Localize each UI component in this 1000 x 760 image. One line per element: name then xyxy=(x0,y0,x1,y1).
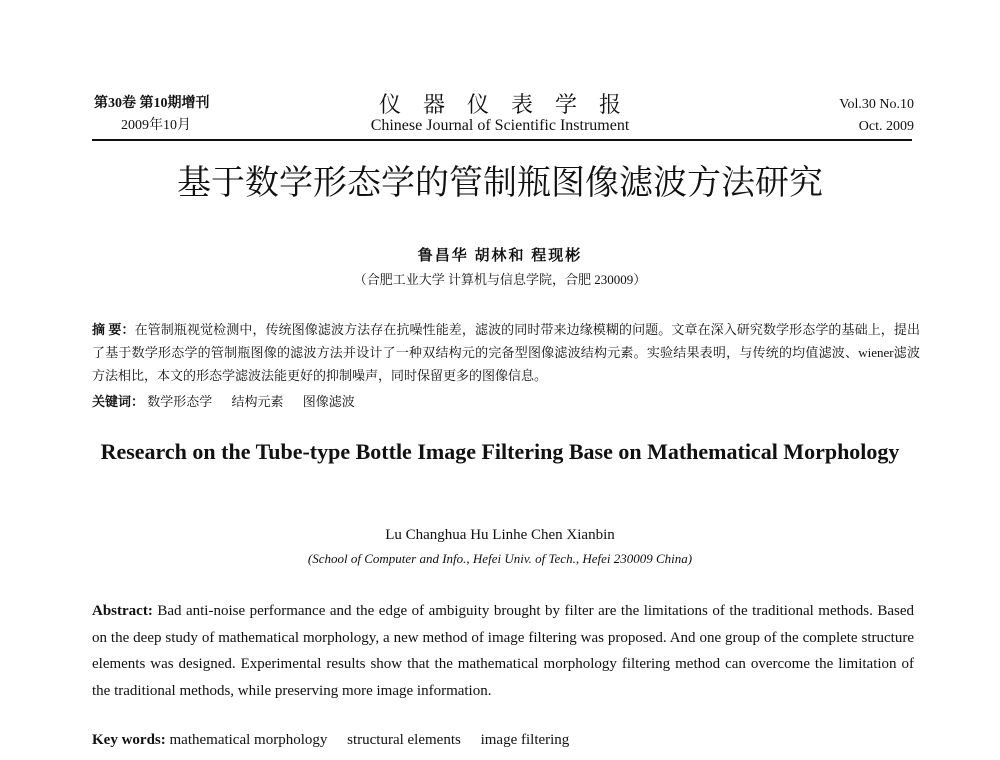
journal-name-cn: 仪器仪表学报 xyxy=(378,92,643,117)
english-abstract-label: Abstract: xyxy=(92,603,153,619)
chinese-keyword: 图像滤波 xyxy=(302,394,355,409)
english-authors: Lu Changhua Hu Linhe Chen Xianbin xyxy=(385,527,615,543)
date-en: Oct. 2009 xyxy=(858,119,914,134)
english-keyword: image filtering xyxy=(480,732,570,748)
chinese-authors: 鲁昌华 胡林和 程现彬 xyxy=(417,248,583,264)
english-abstract-text: Bad anti-noise performance and the edge of ambiguity brought by filter are the limitations of the traditional methods. Based on the deep study of mathematical morphology, a new method of image filtering was proposed. And one group of the complete structure elements was designed. Experimental results show that the mathematical morphology filtering method can overcome the limitation of the traditional methods, while preserving more image information. xyxy=(92,603,914,699)
chinese-keywords xyxy=(92,390,371,413)
date-cn: 2009年10月 xyxy=(121,118,191,133)
english-abstract xyxy=(92,598,914,704)
english-keyword: mathematical morphology xyxy=(169,732,328,748)
chinese-title: 基于数学形态学的管制瓶图像滤波方法研究 xyxy=(177,163,823,203)
volume-issue-en: Vol.30 No.10 xyxy=(839,97,914,112)
chinese-keyword: 结构元素 xyxy=(231,394,284,409)
english-title: Research on the Tube-type Bottle Image Filtering Base on Mathematical Morphology xyxy=(100,439,900,464)
chinese-abstract xyxy=(92,318,920,387)
english-keywords xyxy=(92,729,585,751)
english-keywords-label: Key words: xyxy=(92,732,166,748)
chinese-abstract-text: 在管制瓶视觉检测中，传统图像滤波方法存在抗噪性能差，滤波的同时带来边缘模糊的问题。文章在深入研究数学形态学的基础上，提出了基于数学形态学的管制瓶图像的滤波方法并设计了一种双结构元的完备型图像滤波结构元素。实验结果表明，与传统的均值滤波、wiener滤波方法相比，本文的形态学滤波法能更好的抑制噪声，同时保留更多的图像信息。 xyxy=(92,322,920,383)
english-keyword: structural elements xyxy=(347,732,461,748)
chinese-affiliation: （合肥工业大学 计算机与信息学院，合肥 230009） xyxy=(353,272,647,287)
chinese-abstract-label: 摘 要： xyxy=(92,322,135,337)
chinese-keywords-label: 关键词： xyxy=(92,394,145,409)
journal-name-en: Chinese Journal of Scientific Instrument xyxy=(370,117,630,134)
header-rule xyxy=(92,139,912,141)
chinese-keyword: 数学形态学 xyxy=(147,394,213,409)
english-affiliation: (School of Computer and Info., Hefei Univ. of Tech., Hefei 230009 China) xyxy=(307,551,693,566)
volume-issue-cn: 第30卷 第10期增刊 xyxy=(94,96,210,111)
